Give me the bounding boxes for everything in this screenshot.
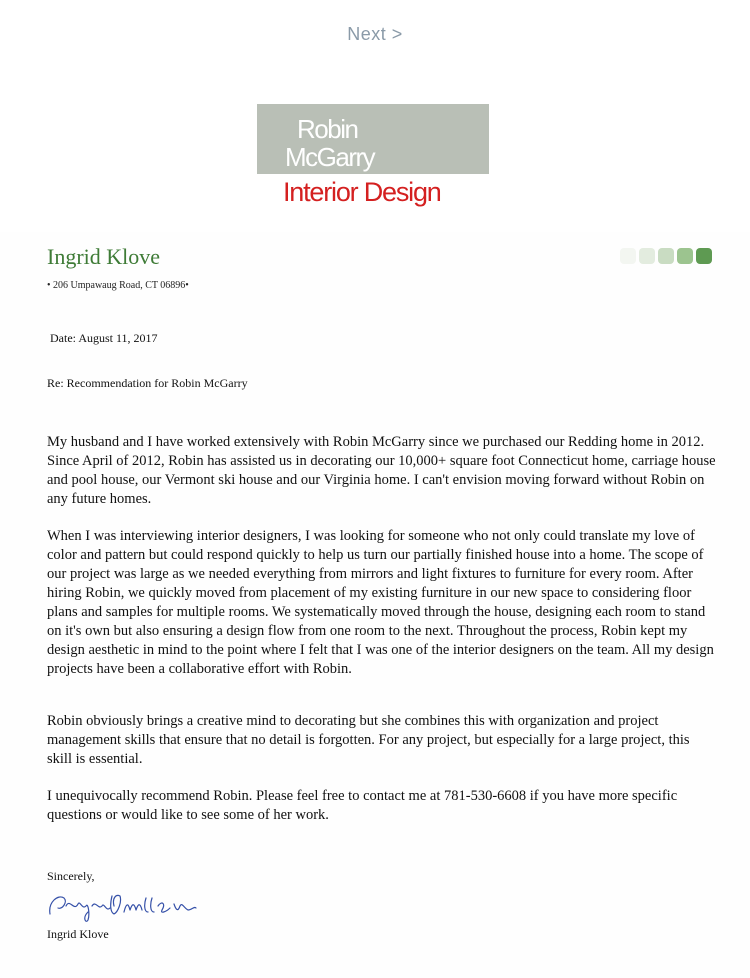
- decorative-square: [658, 248, 674, 264]
- letter-date: Date: August 11, 2017: [50, 331, 158, 345]
- logo-text-last-name: McGarry: [285, 142, 375, 172]
- letterhead-address: • 206 Umpawaug Road, CT 06896•: [47, 280, 189, 291]
- letter-subject: Re: Recommendation for Robin McGarry: [47, 376, 248, 390]
- next-page-link[interactable]: Next >: [347, 24, 403, 44]
- letter-paragraph: My husband and I have worked extensively with Robin McGarry since we purchased our Redding home in 2012. Since April of 2012, Robin has assisted us in decorating our 10,000+ square foot Connecticut home, carriage house and pool house, our Vermont ski house and our Virginia home. I can't envision moving forward without Robin on any future homes.: [47, 434, 716, 507]
- letter-paragraph: When I was interviewing interior designers, I was looking for someone who not only could translate my love of color and pattern but could respond quickly to help us turn our partially finished house into a home. The scope of our project was large as we needed everything from mirrors and light fixtures to furniture for every room. After hiring Robin, we quickly moved from placement of my existing furniture in our new space to considering floor plans and samples for multiple rooms. We systematically moved through the house, designing each room to stand on it's own but also ensuring a design flow from one room to the next. Throughout the process, Robin kept my design aesthetic in mind to the point where I felt that I was one of the interior designers on the team. All my design projects have been a collaborative effort with Robin.: [47, 528, 714, 677]
- signatory-name: Ingrid Klove: [47, 927, 109, 941]
- letter-paragraph: Robin obviously brings a creative mind to decorating but she combines this with organization and project management skills that ensure that no detail is forgotten. For any project, but especially for a large project, this skill is essential.: [47, 713, 690, 767]
- decorative-square: [677, 248, 693, 264]
- letter-paragraph: I unequivocally recommend Robin. Please feel free to contact me at 781-530-6608 if you have more specific questions or would like to see some of her work.: [47, 788, 678, 823]
- letter-closing: Sincerely,: [47, 869, 95, 883]
- company-logo: [257, 104, 489, 214]
- logo-text-first-name: Robin: [297, 114, 358, 144]
- decorative-square: [639, 248, 655, 264]
- decorative-square: [696, 248, 712, 264]
- letterhead-name: Ingrid Klove: [47, 244, 161, 269]
- handwritten-signature: [44, 884, 244, 926]
- logo-text-tagline: Interior Design: [283, 177, 441, 207]
- decorative-square: [620, 248, 636, 264]
